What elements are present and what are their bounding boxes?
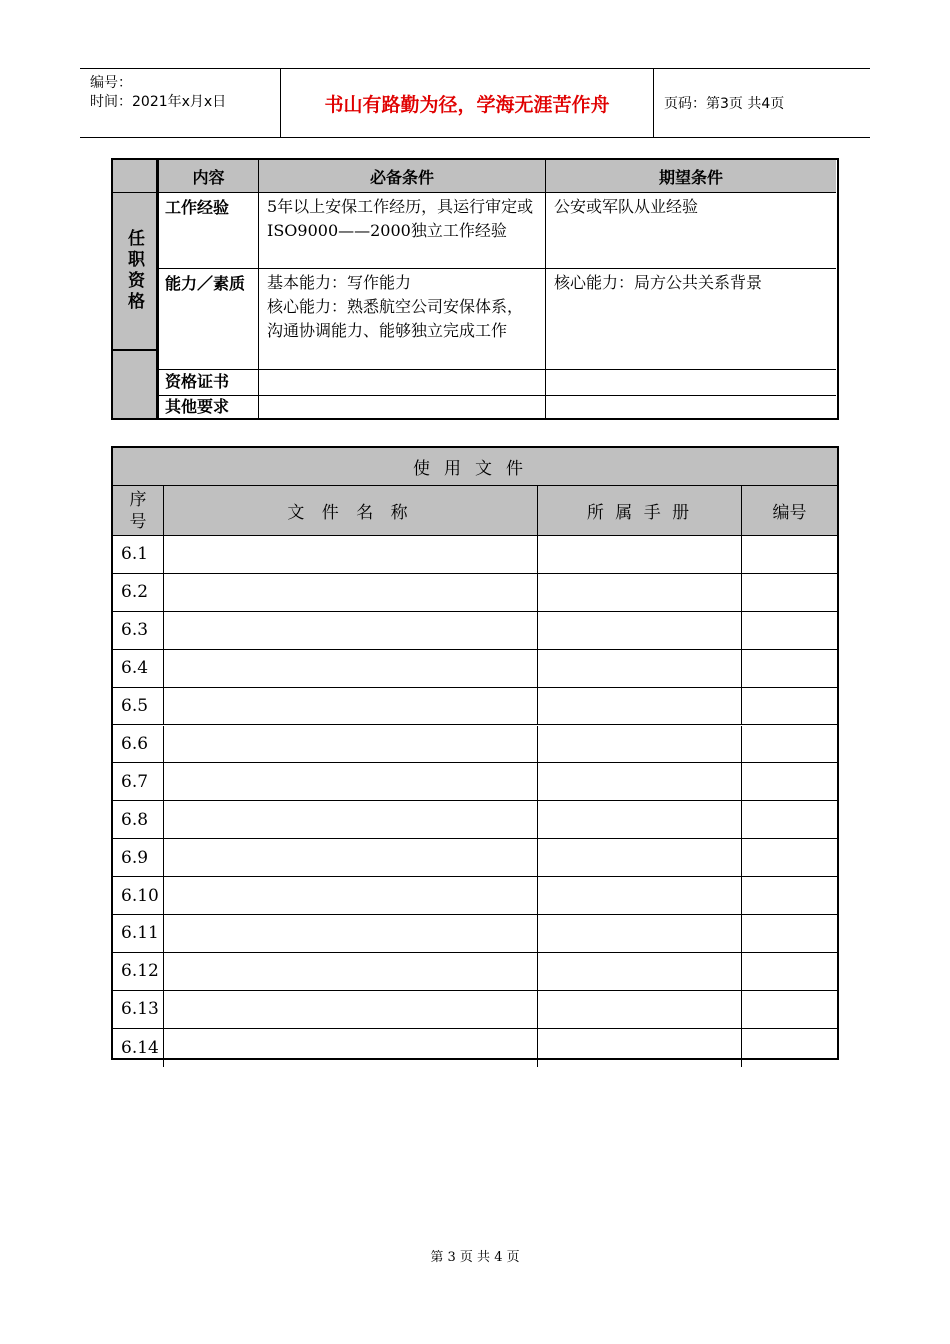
manual-cell — [538, 839, 742, 876]
required-ability: 基本能力：写作能力 核心能力：熟悉航空公司安保体系，沟通协调能力、能够独立完成工作 — [259, 268, 546, 369]
table-row — [113, 953, 837, 991]
manual-cell — [538, 726, 742, 763]
seq-header-text: 序号 — [129, 489, 147, 532]
col-header-required: 必备条件 — [259, 160, 546, 192]
header-meta — [80, 69, 281, 137]
filename-cell — [164, 801, 538, 838]
row-number: 6.4 — [113, 650, 164, 687]
filename-cell — [164, 915, 538, 952]
table-row — [159, 395, 836, 418]
row-item-experience: 工作经验 — [159, 192, 259, 268]
filename-cell — [164, 763, 538, 800]
number-cell — [742, 801, 837, 838]
filename-cell — [164, 688, 538, 725]
page-footer: 第 3 页 共 4 页 — [430, 1250, 520, 1265]
manual-cell — [538, 763, 742, 800]
row-number: 6.9 — [113, 839, 164, 876]
number-cell — [742, 763, 837, 800]
number-cell — [742, 953, 837, 990]
documents-table — [111, 446, 839, 1060]
filename-cell — [164, 612, 538, 649]
number-cell — [742, 726, 837, 763]
number-cell — [742, 877, 837, 914]
manual-cell — [538, 650, 742, 687]
filename-cell — [164, 536, 538, 573]
desired-other — [546, 395, 836, 418]
row-number: 6.2 — [113, 574, 164, 611]
required-other — [259, 395, 546, 418]
filename-cell — [164, 839, 538, 876]
filename-cell — [164, 574, 538, 611]
manual-cell — [538, 574, 742, 611]
filename-cell — [164, 877, 538, 914]
manual-cell — [538, 536, 742, 573]
filename-cell — [164, 726, 538, 763]
side-label-text: 任职资格 — [124, 229, 144, 313]
manual-cell — [538, 801, 742, 838]
qualification-side-column — [111, 158, 158, 420]
filename-cell — [164, 1029, 538, 1067]
number-cell — [742, 688, 837, 725]
manual-cell — [538, 612, 742, 649]
qualification-grid — [158, 158, 839, 420]
table-row — [113, 612, 837, 650]
qualification-header-row — [159, 160, 836, 193]
number-cell — [742, 536, 837, 573]
header-page-info: 页码：第3页 共4页 — [664, 96, 785, 112]
row-number: 6.8 — [113, 801, 164, 838]
row-number: 6.7 — [113, 763, 164, 800]
manual-cell — [538, 953, 742, 990]
table-row — [113, 839, 837, 877]
row-number: 6.10 — [113, 877, 164, 914]
row-number: 6.6 — [113, 726, 164, 763]
manual-cell — [538, 1029, 742, 1067]
row-number: 6.1 — [113, 536, 164, 573]
row-number: 6.5 — [113, 688, 164, 725]
number-cell — [742, 839, 837, 876]
manual-cell — [538, 991, 742, 1028]
manual-cell — [538, 688, 742, 725]
serial-label: 编号： — [90, 75, 132, 91]
table-row — [159, 268, 836, 370]
col-header-desired: 期望条件 — [546, 160, 836, 192]
qualification-side-label — [113, 192, 156, 351]
header-motto: 书山有路勤为径，学海无涯苦作舟 — [281, 69, 654, 137]
number-cell — [742, 612, 837, 649]
table-row — [113, 763, 837, 801]
page-header — [80, 68, 870, 138]
row-number: 6.12 — [113, 953, 164, 990]
col-header-seq — [113, 486, 164, 535]
row-number: 6.14 — [113, 1029, 164, 1067]
documents-header-row — [113, 486, 837, 536]
table-row — [159, 369, 836, 396]
desired-certificate — [546, 369, 836, 395]
number-cell — [742, 650, 837, 687]
row-item-certificate: 资格证书 — [159, 369, 259, 395]
required-certificate — [259, 369, 546, 395]
table-row — [113, 801, 837, 839]
date-line: 时间：2021年x月x日 — [90, 94, 227, 110]
table-row — [113, 574, 837, 612]
number-cell — [742, 991, 837, 1028]
table-row — [113, 1029, 837, 1067]
manual-cell — [538, 915, 742, 952]
row-item-ability: 能力／素质 — [159, 268, 259, 369]
table-row — [113, 650, 837, 688]
table-row — [113, 877, 837, 915]
number-cell — [742, 1029, 837, 1067]
qualification-table — [111, 158, 839, 420]
required-experience: 5年以上安保工作经历，具运行审定或ISO9000——2000独立工作经验 — [259, 192, 546, 268]
col-header-content: 内容 — [159, 160, 259, 192]
manual-cell — [538, 877, 742, 914]
table-row — [113, 688, 837, 726]
col-header-filename: 文 件 名 称 — [164, 486, 538, 535]
table-row — [113, 915, 837, 953]
filename-cell — [164, 650, 538, 687]
number-cell — [742, 574, 837, 611]
filename-cell — [164, 953, 538, 990]
number-cell — [742, 915, 837, 952]
table-row — [159, 192, 836, 269]
row-number: 6.13 — [113, 991, 164, 1028]
filename-cell — [164, 991, 538, 1028]
table-row — [113, 726, 837, 764]
documents-title: 使用文件 — [113, 448, 837, 486]
row-number: 6.3 — [113, 612, 164, 649]
col-header-manual: 所 属 手 册 — [538, 486, 742, 535]
desired-experience: 公安或军队从业经验 — [554, 197, 699, 216]
table-row — [113, 991, 837, 1029]
col-header-number: 编号 — [742, 486, 837, 535]
row-number: 6.11 — [113, 915, 164, 952]
desired-ability: 核心能力：局方公共关系背景 — [554, 273, 763, 292]
row-item-other: 其他要求 — [159, 395, 259, 418]
table-row — [113, 536, 837, 574]
